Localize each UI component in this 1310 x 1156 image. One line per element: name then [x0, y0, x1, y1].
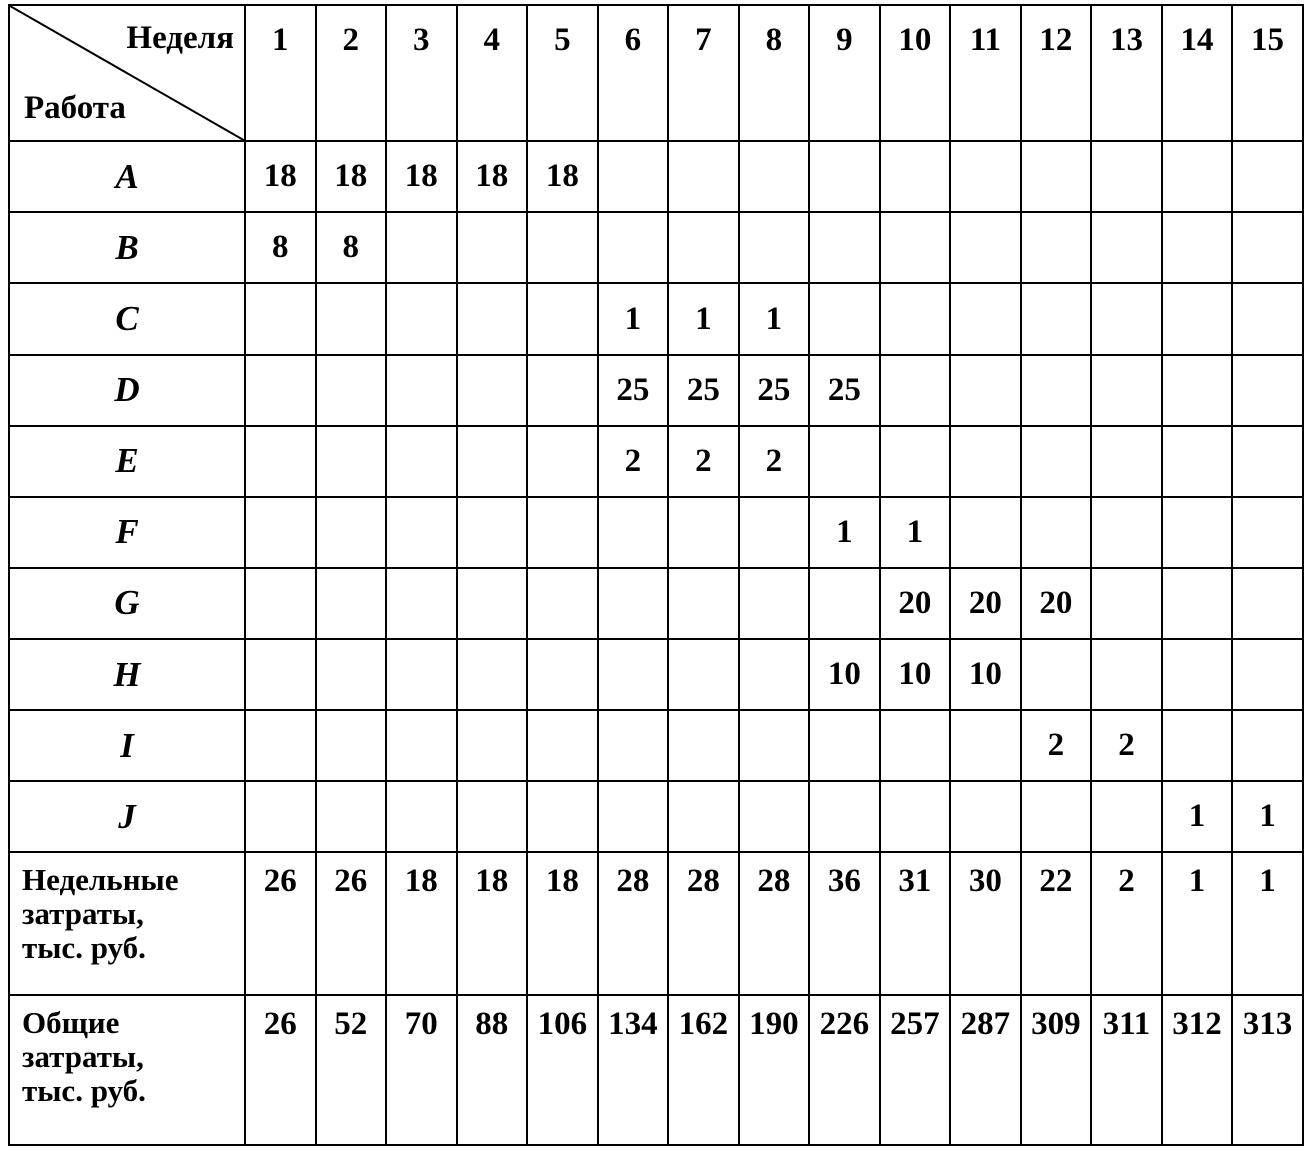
cost-cell: 25	[739, 355, 810, 426]
cost-cell	[527, 283, 598, 354]
work-label-cell: G	[9, 568, 245, 639]
week-header-9: 9	[809, 5, 880, 141]
weekly-value-cell: 30	[950, 852, 1021, 994]
cost-cell	[809, 781, 880, 852]
cost-schedule-table	[8, 4, 1304, 1146]
work-row-D	[9, 355, 1303, 426]
cost-cell: 25	[668, 355, 739, 426]
cost-cell	[950, 426, 1021, 497]
cost-cell	[316, 355, 387, 426]
cost-cell	[598, 710, 669, 781]
cost-cell	[527, 355, 598, 426]
work-label-cell: J	[9, 781, 245, 852]
week-header-7: 7	[668, 5, 739, 141]
work-label-cell: F	[9, 497, 245, 568]
cost-cell: 1	[809, 497, 880, 568]
cost-cell	[1091, 426, 1162, 497]
total-value-cell: 190	[739, 995, 810, 1145]
weekly-label-text: Недельные затраты, тыс. руб.	[22, 862, 179, 966]
cost-cell	[1021, 639, 1092, 710]
total-value-cell: 309	[1021, 995, 1092, 1145]
cost-cell: 10	[809, 639, 880, 710]
cost-cell	[1021, 141, 1092, 212]
work-row-A	[9, 141, 1303, 212]
cost-cell	[809, 141, 880, 212]
cost-cell	[1162, 212, 1233, 283]
cost-cell	[809, 568, 880, 639]
cost-cell	[457, 283, 528, 354]
cost-cell: 25	[598, 355, 669, 426]
cost-cell	[880, 426, 951, 497]
cost-cell	[1232, 639, 1303, 710]
cost-cell: 1	[1162, 781, 1233, 852]
total-value-cell: 257	[880, 995, 951, 1145]
cost-cell	[457, 497, 528, 568]
work-row-C	[9, 283, 1303, 354]
week-header-3: 3	[386, 5, 457, 141]
work-row-B	[9, 212, 1303, 283]
cost-cell	[950, 781, 1021, 852]
weekly-value-cell: 26	[316, 852, 387, 994]
cost-cell: 2	[668, 426, 739, 497]
weekly-value-cell: 2	[1091, 852, 1162, 994]
cost-cell	[1162, 568, 1233, 639]
cost-cell	[1021, 781, 1092, 852]
cost-cell	[386, 497, 457, 568]
cost-cell	[1232, 355, 1303, 426]
cost-cell	[1162, 497, 1233, 568]
weekly-costs-row	[9, 852, 1303, 994]
cost-cell	[316, 497, 387, 568]
cost-cell	[668, 212, 739, 283]
week-header-2: 2	[316, 5, 387, 141]
cost-cell	[1162, 426, 1233, 497]
cost-cell	[668, 497, 739, 568]
cost-cell: 2	[1021, 710, 1092, 781]
work-row-H	[9, 639, 1303, 710]
cost-cell: 1	[880, 497, 951, 568]
cost-cell	[880, 355, 951, 426]
cost-cell: 2	[739, 426, 810, 497]
cost-cell: 20	[1021, 568, 1092, 639]
total-costs-row	[9, 995, 1303, 1145]
total-label-text: Общие затраты, тыс. руб.	[22, 1004, 146, 1108]
cost-cell	[1021, 426, 1092, 497]
cost-cell	[880, 781, 951, 852]
cost-cell: 18	[527, 141, 598, 212]
cost-cell: 2	[598, 426, 669, 497]
cost-cell	[245, 497, 316, 568]
total-value-cell: 70	[386, 995, 457, 1145]
cost-cell	[316, 710, 387, 781]
weekly-label-cell	[9, 852, 245, 994]
total-value-cell: 312	[1162, 995, 1233, 1145]
cost-cell	[1091, 639, 1162, 710]
weekly-value-cell: 28	[739, 852, 810, 994]
cost-cell	[1232, 426, 1303, 497]
cost-cell	[1162, 141, 1233, 212]
cost-cell	[1091, 781, 1162, 852]
cost-cell	[245, 283, 316, 354]
week-header-5: 5	[527, 5, 598, 141]
cost-cell: 2	[1091, 710, 1162, 781]
cost-cell	[668, 568, 739, 639]
cost-cell: 1	[1232, 781, 1303, 852]
weekly-value-cell: 22	[1021, 852, 1092, 994]
total-value-cell: 88	[457, 995, 528, 1145]
cost-cell	[386, 639, 457, 710]
cost-cell	[880, 283, 951, 354]
cost-cell	[880, 141, 951, 212]
cost-cell	[527, 426, 598, 497]
cost-cell	[739, 212, 810, 283]
cost-cell	[457, 781, 528, 852]
cost-cell	[1021, 497, 1092, 568]
cost-cell	[1232, 212, 1303, 283]
work-label-cell: H	[9, 639, 245, 710]
cost-cell	[527, 497, 598, 568]
total-value-cell: 226	[809, 995, 880, 1145]
cost-cell: 18	[386, 141, 457, 212]
weekly-value-cell: 1	[1162, 852, 1233, 994]
cost-cell: 1	[668, 283, 739, 354]
cost-cell	[457, 355, 528, 426]
work-row-F	[9, 497, 1303, 568]
total-value-cell: 313	[1232, 995, 1303, 1145]
cost-cell	[739, 497, 810, 568]
total-value-cell: 287	[950, 995, 1021, 1145]
week-header-12: 12	[1021, 5, 1092, 141]
cost-cell	[950, 355, 1021, 426]
cost-cell	[386, 568, 457, 639]
cost-cell	[950, 212, 1021, 283]
cost-cell	[950, 710, 1021, 781]
work-label-cell: E	[9, 426, 245, 497]
total-value-cell: 106	[527, 995, 598, 1145]
cost-cell	[245, 568, 316, 639]
cost-cell	[316, 781, 387, 852]
cost-cell	[739, 781, 810, 852]
week-axis-label: Неделя	[126, 20, 234, 56]
cost-cell	[1021, 283, 1092, 354]
cost-cell: 20	[950, 568, 1021, 639]
week-header-13: 13	[1091, 5, 1162, 141]
cost-cell: 10	[950, 639, 1021, 710]
cost-cell	[386, 283, 457, 354]
cost-cell	[1232, 283, 1303, 354]
cost-cell	[527, 781, 598, 852]
cost-cell	[598, 568, 669, 639]
cost-cell: 18	[245, 141, 316, 212]
week-header-11: 11	[950, 5, 1021, 141]
cost-cell	[1162, 639, 1233, 710]
work-row-I	[9, 710, 1303, 781]
cost-cell	[598, 781, 669, 852]
cost-cell: 8	[316, 212, 387, 283]
work-label-cell: I	[9, 710, 245, 781]
cost-cell	[880, 212, 951, 283]
cost-cell	[386, 781, 457, 852]
weekly-value-cell: 18	[527, 852, 598, 994]
week-header-10: 10	[880, 5, 951, 141]
cost-cell	[809, 283, 880, 354]
cost-cell	[950, 497, 1021, 568]
cost-cell	[739, 710, 810, 781]
cost-cell	[245, 426, 316, 497]
total-value-cell: 311	[1091, 995, 1162, 1145]
cost-cell	[386, 710, 457, 781]
work-label-cell: A	[9, 141, 245, 212]
cost-cell	[668, 781, 739, 852]
cost-cell	[457, 212, 528, 283]
cost-cell	[1091, 568, 1162, 639]
cost-cell	[1021, 355, 1092, 426]
cost-cell	[598, 497, 669, 568]
cost-cell	[809, 710, 880, 781]
cost-cell	[598, 141, 669, 212]
cost-cell	[880, 710, 951, 781]
cost-cell	[245, 781, 316, 852]
cost-cell	[316, 426, 387, 497]
work-label-cell: C	[9, 283, 245, 354]
cost-cell	[598, 639, 669, 710]
week-header-6: 6	[598, 5, 669, 141]
cost-cell	[245, 355, 316, 426]
corner-header-cell	[9, 5, 245, 141]
total-value-cell: 26	[245, 995, 316, 1145]
cost-cell	[1232, 568, 1303, 639]
cost-cell	[668, 710, 739, 781]
cost-cell	[386, 212, 457, 283]
weekly-value-cell: 28	[598, 852, 669, 994]
work-label-cell: D	[9, 355, 245, 426]
cost-cell	[809, 212, 880, 283]
cost-cell	[1091, 212, 1162, 283]
cost-cell	[668, 639, 739, 710]
table-body	[9, 5, 1303, 1145]
week-header-4: 4	[457, 5, 528, 141]
cost-cell	[457, 426, 528, 497]
cost-cell	[245, 710, 316, 781]
weekly-value-cell: 28	[668, 852, 739, 994]
cost-cell	[950, 283, 1021, 354]
cost-cell	[1232, 710, 1303, 781]
cost-cell	[950, 141, 1021, 212]
weekly-value-cell: 31	[880, 852, 951, 994]
cost-cell	[457, 568, 528, 639]
header-row	[9, 5, 1303, 141]
cost-cell	[1162, 355, 1233, 426]
cost-cell	[739, 639, 810, 710]
cost-cell: 8	[245, 212, 316, 283]
cost-cell	[1232, 141, 1303, 212]
cost-cell: 25	[809, 355, 880, 426]
weekly-value-cell: 36	[809, 852, 880, 994]
weekly-value-cell: 26	[245, 852, 316, 994]
cost-cell: 18	[316, 141, 387, 212]
week-header-14: 14	[1162, 5, 1233, 141]
cost-cell: 18	[457, 141, 528, 212]
cost-cell	[316, 283, 387, 354]
work-row-E	[9, 426, 1303, 497]
cost-cell	[1232, 497, 1303, 568]
cost-cell	[316, 639, 387, 710]
weekly-value-cell: 18	[386, 852, 457, 994]
total-value-cell: 134	[598, 995, 669, 1145]
cost-cell	[386, 355, 457, 426]
cost-cell	[457, 710, 528, 781]
cost-cell	[386, 426, 457, 497]
cost-cell	[527, 212, 598, 283]
total-label-cell	[9, 995, 245, 1145]
cost-cell	[809, 426, 880, 497]
weekly-value-cell: 18	[457, 852, 528, 994]
weekly-value-cell: 1	[1232, 852, 1303, 994]
cost-cell	[1162, 710, 1233, 781]
cost-cell	[527, 568, 598, 639]
cost-cell: 20	[880, 568, 951, 639]
total-value-cell: 162	[668, 995, 739, 1145]
cost-cell: 10	[880, 639, 951, 710]
cost-cell	[1091, 355, 1162, 426]
cost-cell	[1162, 283, 1233, 354]
cost-cell	[1091, 141, 1162, 212]
cost-cell	[316, 568, 387, 639]
cost-cell	[598, 212, 669, 283]
cost-cell	[739, 568, 810, 639]
cost-cell	[1091, 497, 1162, 568]
cost-cell	[1021, 212, 1092, 283]
cost-cell	[527, 710, 598, 781]
cost-cell	[457, 639, 528, 710]
work-label-cell: B	[9, 212, 245, 283]
cost-cell	[739, 141, 810, 212]
cost-cell	[1091, 283, 1162, 354]
cost-cell: 1	[739, 283, 810, 354]
week-header-15: 15	[1232, 5, 1303, 141]
cost-cell	[668, 141, 739, 212]
total-value-cell: 52	[316, 995, 387, 1145]
work-row-G	[9, 568, 1303, 639]
work-axis-label: Работа	[24, 90, 126, 126]
cost-cell	[245, 639, 316, 710]
cost-cell	[527, 639, 598, 710]
cost-cell: 1	[598, 283, 669, 354]
week-header-1: 1	[245, 5, 316, 141]
week-header-8: 8	[739, 5, 810, 141]
work-row-J	[9, 781, 1303, 852]
